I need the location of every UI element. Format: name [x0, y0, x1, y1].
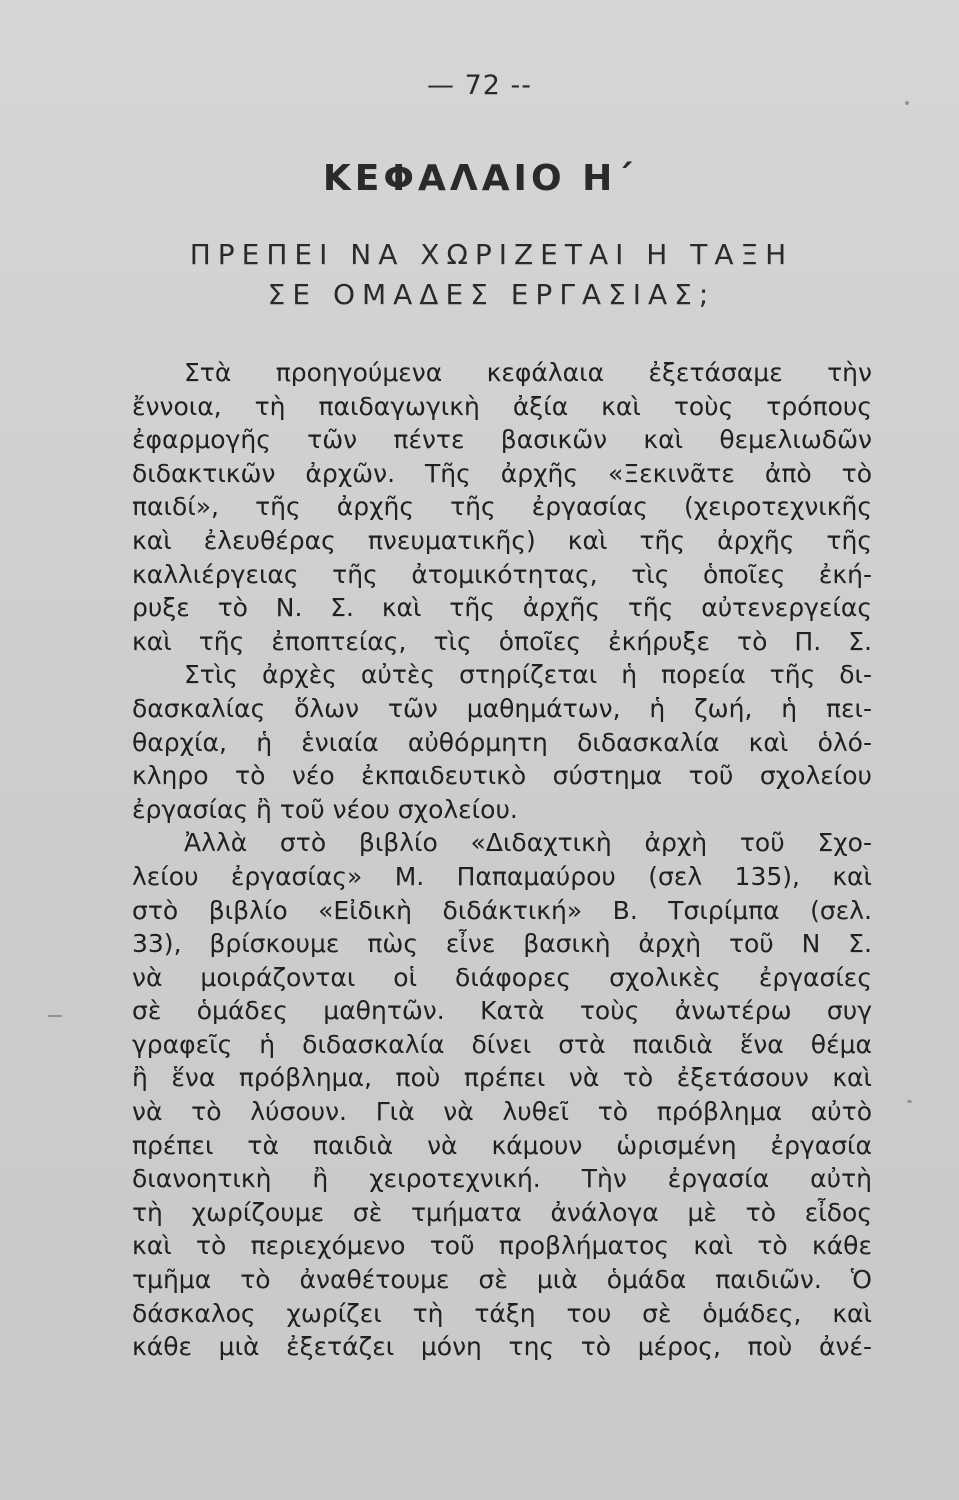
text-line: γραφεῖς ἡ διδασκαλία δίνει στὰ παιδιὰ ἕνα θέμα	[132, 1029, 872, 1059]
text-line: Στὰ προηγούμενα κεφάλαια ἐξετάσαμε τὴν	[184, 358, 872, 387]
text-line: ἢ ἕνα πρόβλημα, ποὺ πρέπει νὰ τὸ ἐξετάσουν καὶ	[132, 1063, 872, 1093]
text-line: Ἀλλὰ στὸ βιβλίο «Διδαχτικὴ ἀρχὴ τοῦ Σχο-	[184, 828, 872, 858]
scan-speck	[905, 101, 909, 105]
body-text	[132, 356, 872, 1364]
text-line: διανοητικὴ ἢ χειροτεχνική. Τὴν ἐργασία αὐτὴ	[132, 1164, 872, 1194]
text-line: καλλιέργειας τῆς ἀτομικότητας, τὶς ὁποῖες ἐκή-	[132, 559, 872, 589]
text-line: κληρο τὸ νέο ἐκπαιδευτικὸ σύστημα τοῦ σχολείου	[132, 761, 872, 791]
text-line: λείου ἐργασίας» Μ. Παπαμαύρου (σελ 135), καὶ	[132, 861, 872, 891]
text-line: παιδί», τῆς ἀρχῆς τῆς ἐργασίας (χειροτεχνικῆς	[132, 492, 872, 522]
text-line: τὴ χωρίζουμε σὲ τμήματα ἀνάλογα μὲ τὸ εἶδος	[132, 1197, 872, 1227]
chapter-title: ΚΕΦΑΛΑΙΟ Η΄	[322, 158, 637, 199]
text-line: διδακτικῶν ἀρχῶν. Τῆς ἀρχῆς «Ξεκινᾶτε ἀπὸ τὸ	[132, 458, 872, 488]
text-line: καὶ τῆς ἐποπτείας, τὶς ὁποῖες ἐκήρυξε τὸ Π. Σ.	[132, 626, 872, 656]
text-line: σὲ ὁμάδες μαθητῶν. Κατὰ τοὺς ἀνωτέρω συγ	[132, 996, 872, 1026]
text-line: κάθε μιὰ ἐξετάζει μόνη της τὸ μέρος, ποὺ ἀνέ-	[132, 1332, 872, 1362]
text-line: νὰ μοιράζονται οἱ διάφορες σχολικὲς ἐργασίες	[132, 962, 872, 992]
text-line: καὶ ἐλευθέρας πνευματικῆς) καὶ τῆς ἀρχῆς τῆς	[132, 525, 872, 555]
text-line: τμῆμα τὸ ἀναθέτουμε σὲ μιὰ ὁμάδα παιδιῶν. Ὁ	[132, 1265, 872, 1295]
text-line: ἐφαρμογῆς τῶν πέντε βασικῶν καὶ θεμελιωδῶν	[132, 425, 872, 455]
text-line: ἐργασίας ἢ τοῦ νέου σχολείου.	[132, 794, 518, 824]
text-line: Στὶς ἀρχὲς αὐτὲς στηρίζεται ἡ πορεία τῆς δι-	[184, 660, 872, 690]
scan-speck	[48, 1015, 62, 1017]
text-line: πρέπει τὰ παιδιὰ νὰ κάμουν ὡρισμένη ἐργασία	[132, 1130, 872, 1160]
text-line: νὰ τὸ λύσουν. Γιὰ νὰ λυθεῖ τὸ πρόβλημα αὐτὸ	[132, 1097, 872, 1127]
text-line: ρυξε τὸ Ν. Σ. καὶ τῆς ἀρχῆς τῆς αὐτενεργείας	[132, 593, 872, 623]
chapter-subtitle-line-2: ΣΕ ΟΜΑΔΕΣ ΕΡΓΑΣΙΑΣ;	[267, 278, 716, 311]
chapter-subtitle-line-1: ΠΡΕΠΕΙ ΝΑ ΧΩΡΙΖΕΤΑΙ Η ΤΑΞΗ	[189, 238, 794, 271]
text-line: 33), βρίσκουμε πὼς εἶνε βασικὴ ἀρχὴ τοῦ Ν Σ.	[132, 929, 872, 959]
text-line: ἔννοια, τὴ παιδαγωγικὴ ἀξία καὶ τοὺς τρόπους	[132, 391, 872, 421]
text-line: δασκαλίας ὅλων τῶν μαθημάτων, ἡ ζωή, ἡ πει-	[132, 693, 872, 723]
page-number: — 72 --	[426, 70, 532, 101]
text-line: καὶ τὸ περιεχόμενο τοῦ προβλήματος καὶ τὸ κάθε	[132, 1231, 872, 1261]
text-line: στὸ βιβλίο «Εἰδικὴ διδάκτική» Β. Τσιρίμπα (σελ.	[132, 895, 872, 925]
scan-speck	[907, 1100, 912, 1103]
text-line: δάσκαλος χωρίζει τὴ τάξη του σὲ ὁμάδες, καὶ	[132, 1298, 872, 1328]
text-line: θαρχία, ἡ ἑνιαία αὐθόρμητη διδασκαλία καὶ ὁλό-	[132, 727, 872, 757]
